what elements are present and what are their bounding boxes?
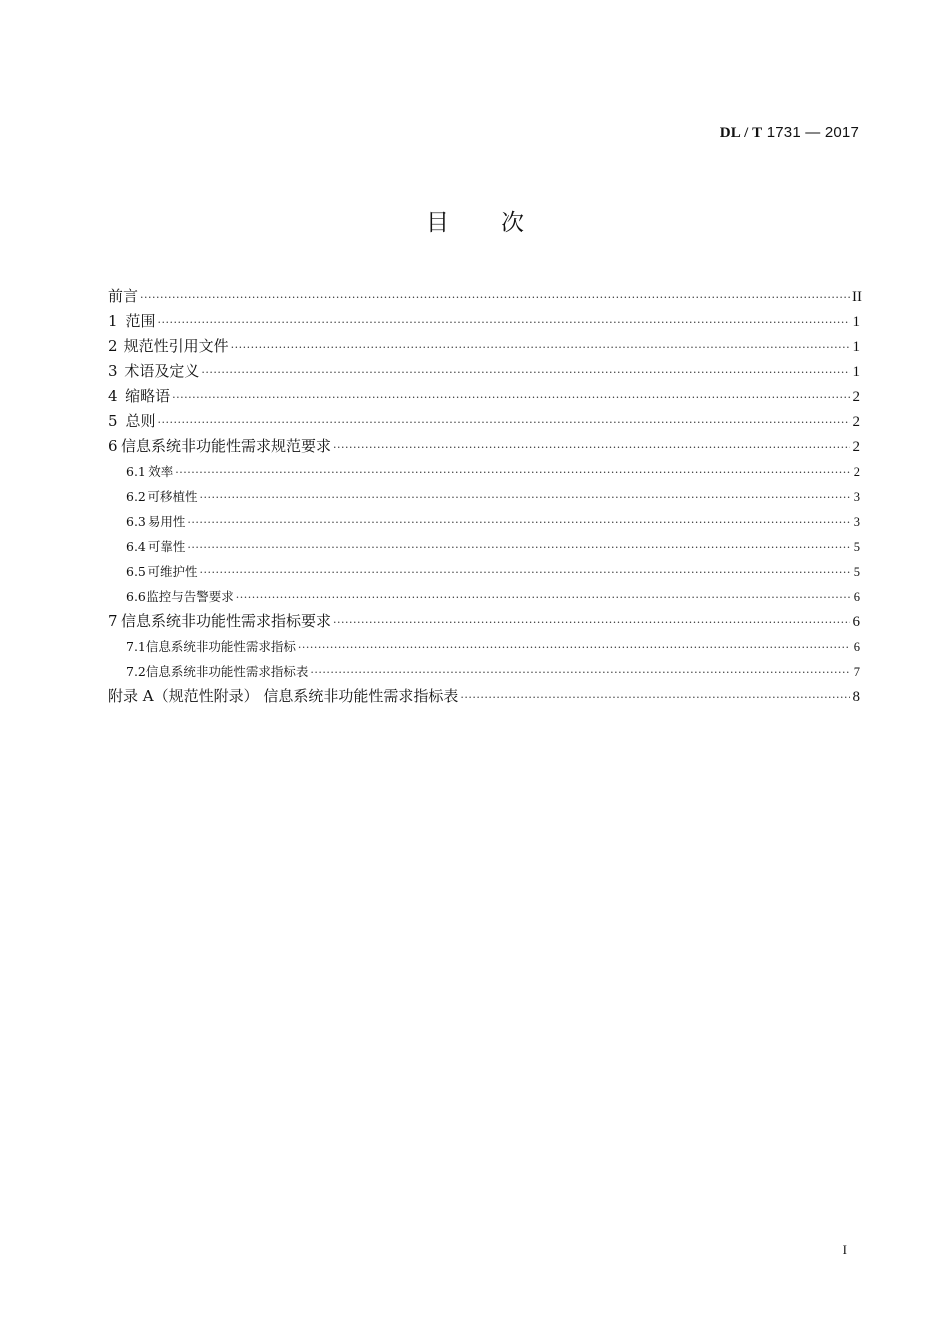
toc-leader-dots bbox=[140, 284, 850, 310]
toc-entry-title: 总则 bbox=[125, 412, 156, 430]
toc-leader-dots bbox=[236, 584, 850, 610]
toc-entry[interactable] bbox=[108, 609, 860, 634]
toc-entry[interactable] bbox=[108, 559, 860, 584]
toc-entry-title: 信息系统非功能性需求规范要求 bbox=[121, 437, 332, 455]
toc-entry-page: 5 bbox=[853, 565, 860, 579]
toc-entry-page: 1 bbox=[852, 314, 860, 330]
toc-entry[interactable] bbox=[108, 634, 860, 659]
toc-entry-number: 5 bbox=[108, 412, 118, 430]
toc-entry-title: 信息系统非功能性需求指标 bbox=[145, 639, 296, 654]
toc-entry-number: 6 bbox=[108, 437, 118, 455]
standard-code bbox=[720, 124, 859, 142]
toc-entry-title: 信息系统非功能性需求指标表 bbox=[145, 664, 309, 679]
toc-entry-title: 可移植性 bbox=[147, 489, 198, 504]
toc-entry-page: 2 bbox=[852, 414, 860, 430]
toc-entry[interactable] bbox=[108, 384, 860, 409]
toc-entry-page: 2 bbox=[852, 439, 860, 455]
toc-entry-number: 1 bbox=[108, 312, 118, 330]
toc-leader-dots bbox=[333, 609, 850, 635]
toc-entry-number: 6.6 bbox=[126, 589, 146, 604]
toc-leader-dots bbox=[187, 534, 850, 560]
toc-entry[interactable] bbox=[108, 434, 860, 459]
table-of-contents bbox=[108, 284, 860, 709]
toc-entry-title: 可维护性 bbox=[147, 564, 198, 579]
toc-leader-dots bbox=[460, 684, 850, 710]
toc-leader-dots bbox=[310, 659, 850, 685]
toc-leader-dots bbox=[157, 409, 850, 435]
toc-leader-dots bbox=[333, 434, 850, 460]
toc-entry-page: 2 bbox=[853, 465, 860, 479]
toc-entry-number: 6.1 bbox=[126, 464, 146, 479]
page-number: I bbox=[842, 1242, 847, 1257]
toc-entry-title: 术语及定义 bbox=[124, 362, 200, 380]
toc-entry[interactable] bbox=[108, 509, 860, 534]
toc-entry-page: 1 bbox=[852, 339, 860, 355]
page-title: 目次 bbox=[426, 210, 576, 236]
toc-entry-title: 可靠性 bbox=[147, 539, 186, 554]
toc-entry-page: 3 bbox=[853, 490, 860, 504]
toc-entry-page: II bbox=[852, 289, 862, 305]
toc-entry-number: 7 bbox=[108, 612, 118, 630]
toc-entry-title: 监控与告警要求 bbox=[146, 589, 234, 604]
toc-entry-number: 4 bbox=[108, 387, 118, 405]
toc-entry-number: 7.2 bbox=[126, 664, 146, 679]
toc-entry-page: 2 bbox=[852, 389, 860, 405]
toc-entry[interactable] bbox=[108, 284, 860, 309]
toc-entry[interactable] bbox=[108, 309, 860, 334]
toc-entry-page: 6 bbox=[852, 614, 860, 630]
toc-entry-title: 范围 bbox=[125, 312, 156, 330]
toc-leader-dots bbox=[175, 459, 850, 485]
toc-entry-title: 前言 bbox=[108, 287, 139, 305]
toc-entry[interactable] bbox=[108, 334, 860, 359]
toc-entry-page: 7 bbox=[853, 665, 860, 679]
toc-entry[interactable] bbox=[108, 409, 860, 434]
toc-entry-page: 6 bbox=[853, 590, 860, 604]
toc-entry-number: 3 bbox=[108, 362, 118, 380]
toc-leader-dots bbox=[298, 634, 850, 660]
toc-entry-number: 7.1 bbox=[126, 639, 146, 654]
toc-entry-page: 8 bbox=[852, 689, 860, 705]
toc-entry[interactable] bbox=[108, 459, 860, 484]
toc-leader-dots bbox=[172, 384, 850, 410]
toc-entry-title: 规范性引用文件 bbox=[123, 337, 229, 355]
toc-leader-dots bbox=[187, 509, 850, 535]
standard-number: 1731 — 2017 bbox=[766, 124, 859, 141]
toc-entry-number: 2 bbox=[108, 337, 118, 355]
toc-entry-number: 6.2 bbox=[126, 489, 146, 504]
standard-prefix: DL / T bbox=[719, 125, 763, 141]
toc-entry-page: 3 bbox=[853, 515, 860, 529]
toc-entry-title: 附录 A（规范性附录） 信息系统非功能性需求指标表 bbox=[108, 687, 459, 705]
toc-leader-dots bbox=[157, 309, 850, 335]
toc-entry[interactable] bbox=[108, 484, 860, 509]
toc-entry-page: 6 bbox=[853, 640, 860, 654]
toc-leader-dots bbox=[199, 484, 850, 510]
toc-entry-page: 5 bbox=[853, 540, 860, 554]
toc-leader-dots bbox=[199, 559, 850, 585]
toc-entry[interactable] bbox=[108, 684, 860, 709]
toc-entry-title: 信息系统非功能性需求指标要求 bbox=[121, 612, 332, 630]
toc-entry[interactable] bbox=[108, 584, 860, 609]
toc-entry-title: 缩略语 bbox=[125, 387, 171, 405]
toc-entry-page: 1 bbox=[852, 364, 860, 380]
toc-entry-title: 易用性 bbox=[147, 514, 186, 529]
toc-entry-number: 6.5 bbox=[126, 564, 146, 579]
toc-entry[interactable] bbox=[108, 534, 860, 559]
toc-leader-dots bbox=[201, 359, 850, 385]
toc-entry-number: 6.3 bbox=[126, 514, 146, 529]
toc-entry[interactable] bbox=[108, 359, 860, 384]
toc-entry-title: 效率 bbox=[148, 464, 174, 479]
toc-leader-dots bbox=[231, 334, 850, 360]
toc-entry[interactable] bbox=[108, 659, 860, 684]
toc-entry-number: 6.4 bbox=[126, 539, 146, 554]
